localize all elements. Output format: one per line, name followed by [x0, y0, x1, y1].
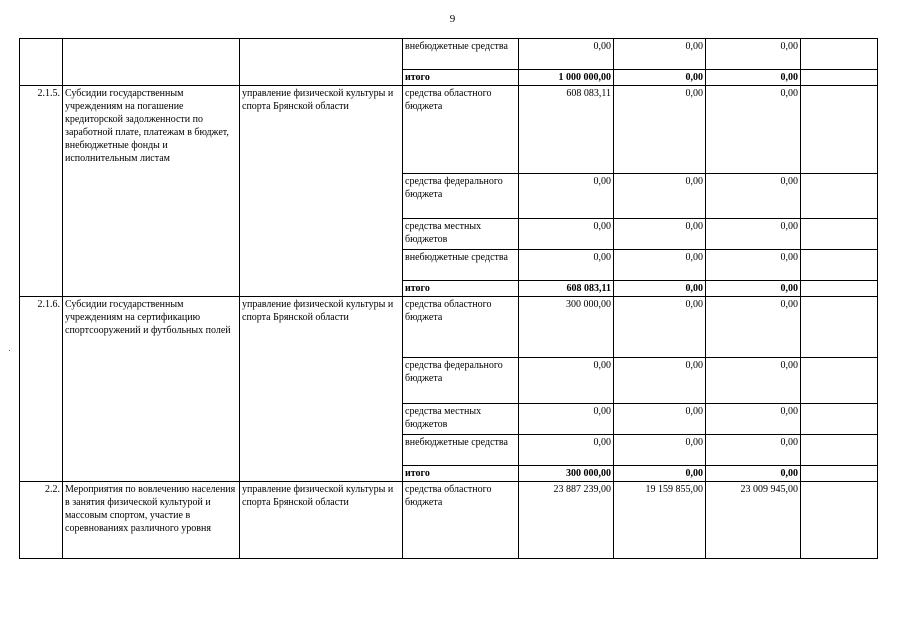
- amount-year2-cell: 0,00: [614, 466, 706, 482]
- page-number: 9: [449, 13, 456, 25]
- amount-year2-cell: 0,00: [614, 70, 706, 86]
- amount-year1-cell: 0,00: [519, 39, 614, 70]
- funding-source-cell: средства федерального бюджета: [403, 358, 519, 404]
- item-number-cell: 2.2.: [20, 482, 63, 559]
- empty-cell: [801, 358, 878, 404]
- empty-cell: [801, 174, 878, 219]
- executor-cell: управление физической культуры и спорта Брянской области: [240, 482, 403, 559]
- funding-source-cell: внебюджетные средства: [403, 435, 519, 466]
- amount-year2-cell: 0,00: [614, 250, 706, 281]
- amount-year1-cell: 608 083,11: [519, 86, 614, 174]
- empty-cell: [801, 39, 878, 70]
- amount-year2-cell: 0,00: [614, 435, 706, 466]
- amount-year3-cell: 0,00: [706, 39, 801, 70]
- amount-year3-cell: 0,00: [706, 466, 801, 482]
- funding-source-cell: средства областного бюджета: [403, 86, 519, 174]
- amount-year3-cell: 0,00: [706, 70, 801, 86]
- empty-cell: [801, 70, 878, 86]
- amount-year2-cell: 0,00: [614, 219, 706, 250]
- budget-table: [19, 38, 878, 559]
- item-number-cell: 2.1.5.: [20, 86, 63, 297]
- amount-year2-cell: 0,00: [614, 39, 706, 70]
- amount-year2-cell: 0,00: [614, 281, 706, 297]
- amount-year1-cell: 300 000,00: [519, 466, 614, 482]
- empty-cell: [801, 86, 878, 174]
- funding-source-cell: средства областного бюджета: [403, 482, 519, 559]
- amount-year3-cell: 0,00: [706, 404, 801, 435]
- amount-year2-cell: 19 159 855,00: [614, 482, 706, 559]
- funding-source-cell: итого: [403, 70, 519, 86]
- item-name-cell: Субсидии государственным учреждениям на погашение кредиторской задолженности по заработной плате, платежам в бюджет, внебюджетные фонды и исполнительным листам: [63, 86, 240, 297]
- amount-year2-cell: 0,00: [614, 404, 706, 435]
- empty-cell: [801, 404, 878, 435]
- amount-year1-cell: 0,00: [519, 250, 614, 281]
- amount-year1-cell: 0,00: [519, 174, 614, 219]
- item-name-cell: Субсидии государственным учреждениям на сертификацию спортсооружений и футбольных полей: [63, 297, 240, 482]
- amount-year1-cell: 23 887 239,00: [519, 482, 614, 559]
- empty-cell: [801, 250, 878, 281]
- amount-year3-cell: 0,00: [706, 174, 801, 219]
- empty-cell: [801, 482, 878, 559]
- amount-year3-cell: 0,00: [706, 358, 801, 404]
- executor-cell: управление физической культуры и спорта Брянской области: [240, 86, 403, 297]
- amount-year1-cell: 0,00: [519, 219, 614, 250]
- funding-source-cell: средства местных бюджетов: [403, 404, 519, 435]
- amount-year2-cell: 0,00: [614, 358, 706, 404]
- amount-year1-cell: 0,00: [519, 404, 614, 435]
- amount-year1-cell: 300 000,00: [519, 297, 614, 358]
- amount-year3-cell: 0,00: [706, 219, 801, 250]
- amount-year3-cell: 0,00: [706, 86, 801, 174]
- empty-cell: [801, 297, 878, 358]
- amount-year1-cell: 608 083,11: [519, 281, 614, 297]
- empty-cell: [801, 219, 878, 250]
- amount-year1-cell: 1 000 000,00: [519, 70, 614, 86]
- table-row: [20, 86, 878, 174]
- amount-year2-cell: 0,00: [614, 174, 706, 219]
- amount-year2-cell: 0,00: [614, 86, 706, 174]
- empty-cell: [801, 466, 878, 482]
- funding-source-cell: средства местных бюджетов: [403, 219, 519, 250]
- table-row: [20, 39, 878, 70]
- funding-source-cell: внебюджетные средства: [403, 39, 519, 70]
- amount-year3-cell: 0,00: [706, 250, 801, 281]
- funding-source-cell: средства федерального бюджета: [403, 174, 519, 219]
- empty-cell: [801, 435, 878, 466]
- executor-cell: управление физической культуры и спорта Брянской области: [240, 297, 403, 482]
- item-name-cell: [63, 39, 240, 86]
- scan-speck: [9, 350, 10, 351]
- empty-cell: [801, 281, 878, 297]
- table-row: [20, 482, 878, 559]
- amount-year3-cell: 0,00: [706, 297, 801, 358]
- item-number-cell: 2.1.6.: [20, 297, 63, 482]
- amount-year3-cell: 0,00: [706, 281, 801, 297]
- item-name-cell: Мероприятия по вовлечению населения в занятия физической культурой и массовым спортом, участие в соревнованиях различного уровня: [63, 482, 240, 559]
- funding-source-cell: итого: [403, 466, 519, 482]
- funding-source-cell: итого: [403, 281, 519, 297]
- executor-cell: [240, 39, 403, 86]
- amount-year2-cell: 0,00: [614, 297, 706, 358]
- amount-year3-cell: 0,00: [706, 435, 801, 466]
- amount-year3-cell: 23 009 945,00: [706, 482, 801, 559]
- funding-source-cell: средства областного бюджета: [403, 297, 519, 358]
- table-row: [20, 297, 878, 358]
- amount-year1-cell: 0,00: [519, 435, 614, 466]
- funding-source-cell: внебюджетные средства: [403, 250, 519, 281]
- item-number-cell: [20, 39, 63, 86]
- amount-year1-cell: 0,00: [519, 358, 614, 404]
